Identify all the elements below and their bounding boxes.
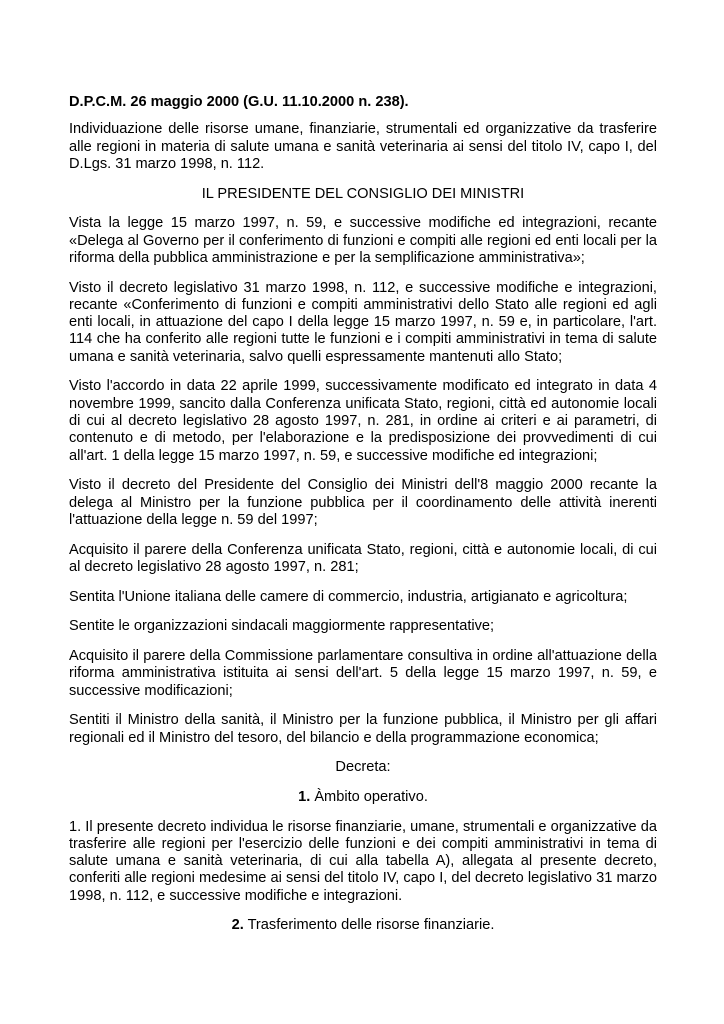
preamble-paragraph: Sentita l'Unione italiana delle camere di commercio, industria, artigianato e agricoltura; (69, 588, 628, 605)
preamble-paragraph: Vista la legge 15 marzo 1997, n. 59, e successive modifiche ed integrazioni, recante «Delega al Governo per il conferimento di funzioni e compiti alle regioni ed enti locali per la riforma della pubblica amministrazione e per la semplificazione amministrativa»; (69, 215, 657, 266)
article-2-heading (69, 917, 657, 934)
preamble-paragraph: Visto l'accordo in data 22 aprile 1999, successivamente modificato ed integrato in data 4 novembre 1999, sancito dalla Conferenza unificata Stato, regioni, città ed autonomie locali di cui al decreto legislativo 28 agosto 1997, n. 281, in ordine ai criteri e ai parametri, di contenuto e di metodo, per l'elaborazione e la predisposizione dei provvedimenti di cui all'art. 1 della legge 15 marzo 1997, n. 59, e successive modifiche ed integrazioni; (69, 378, 657, 464)
preamble-paragraph: Sentite le organizzazioni sindacali maggiormente rappresentative; (69, 618, 495, 635)
article-2-number: 2. (231, 917, 244, 934)
decreta-heading: Decreta: (335, 759, 391, 776)
preamble-paragraph: Visto il decreto del Presidente del Consiglio dei Ministri dell'8 maggio 2000 recante la delega al Ministro per la funzione pubblica per il coordinamento delle attività inerenti l'attuazione della legge n. 59 del 1997; (69, 477, 657, 528)
document-title: D.P.C.M. 26 maggio 2000 (G.U. 11.10.2000 n. 238). (69, 94, 409, 110)
document-page (69, 94, 657, 947)
article-1-number: 1. (298, 788, 311, 805)
preamble-paragraph: Acquisito il parere della Conferenza unificata Stato, regioni, città e autonomie locali, di cui al decreto legislativo 28 agosto 1997, n. 281; (69, 541, 657, 575)
preamble-paragraph: Sentiti il Ministro della sanità, il Ministro per la funzione pubblica, il Ministro per gli affari regionali ed il Ministro del tesoro, del bilancio e della programmazione economica; (69, 712, 657, 746)
article-2-title: Trasferimento delle risorse finanziarie. (247, 917, 495, 934)
document-subject: Individuazione delle risorse umane, finanziarie, strumentali ed organizzative da trasferire alle regioni in materia di salute umana e sanità veterinaria ai sensi del titolo IV, capo I, del D.Lgs. 31 marzo 1998, n. 112. (69, 121, 657, 172)
preamble-paragraph: Acquisito il parere della Commissione parlamentare consultiva in ordine all'attuazione della riforma amministrativa istituita ai sensi dell'art. 5 della legge 15 marzo 1997, n. 59, e successive modificazioni; (69, 647, 657, 699)
article-1-text: 1. Il presente decreto individua le risorse finanziarie, umane, strumentali e organizzative da trasferire alle regioni per l'esercizio delle funzioni e dei compiti amministrativi in tema di salute umana e sanità veterinaria, di cui alla tabella A), allegata al presente decreto, conferiti alle regioni medesime ai sensi del titolo IV, capo I, del decreto legislativo 31 marzo 1998, n. 112, e successive modifiche e integrazioni. (69, 818, 657, 904)
article-1-heading (69, 789, 657, 806)
preamble-paragraph: Visto il decreto legislativo 31 marzo 1998, n. 112, e successive modifiche e integrazioni, recante «Conferimento di funzioni e compiti amministrativi dello Stato alle regioni ed agli enti locali, in attuazione del capo I della legge 15 marzo 1997, n. 59 e, in particolare, l'art. 114 che ha conferito alle regioni tutte le funzioni e i compiti amministrativi in tema di salute umana e sanità veterinaria, salvo quelli espressamente mantenuti allo Stato; (69, 279, 657, 365)
article-1-title: Àmbito operativo. (314, 788, 428, 805)
issuing-authority: IL PRESIDENTE DEL CONSIGLIO DEI MINISTRI (201, 185, 525, 202)
